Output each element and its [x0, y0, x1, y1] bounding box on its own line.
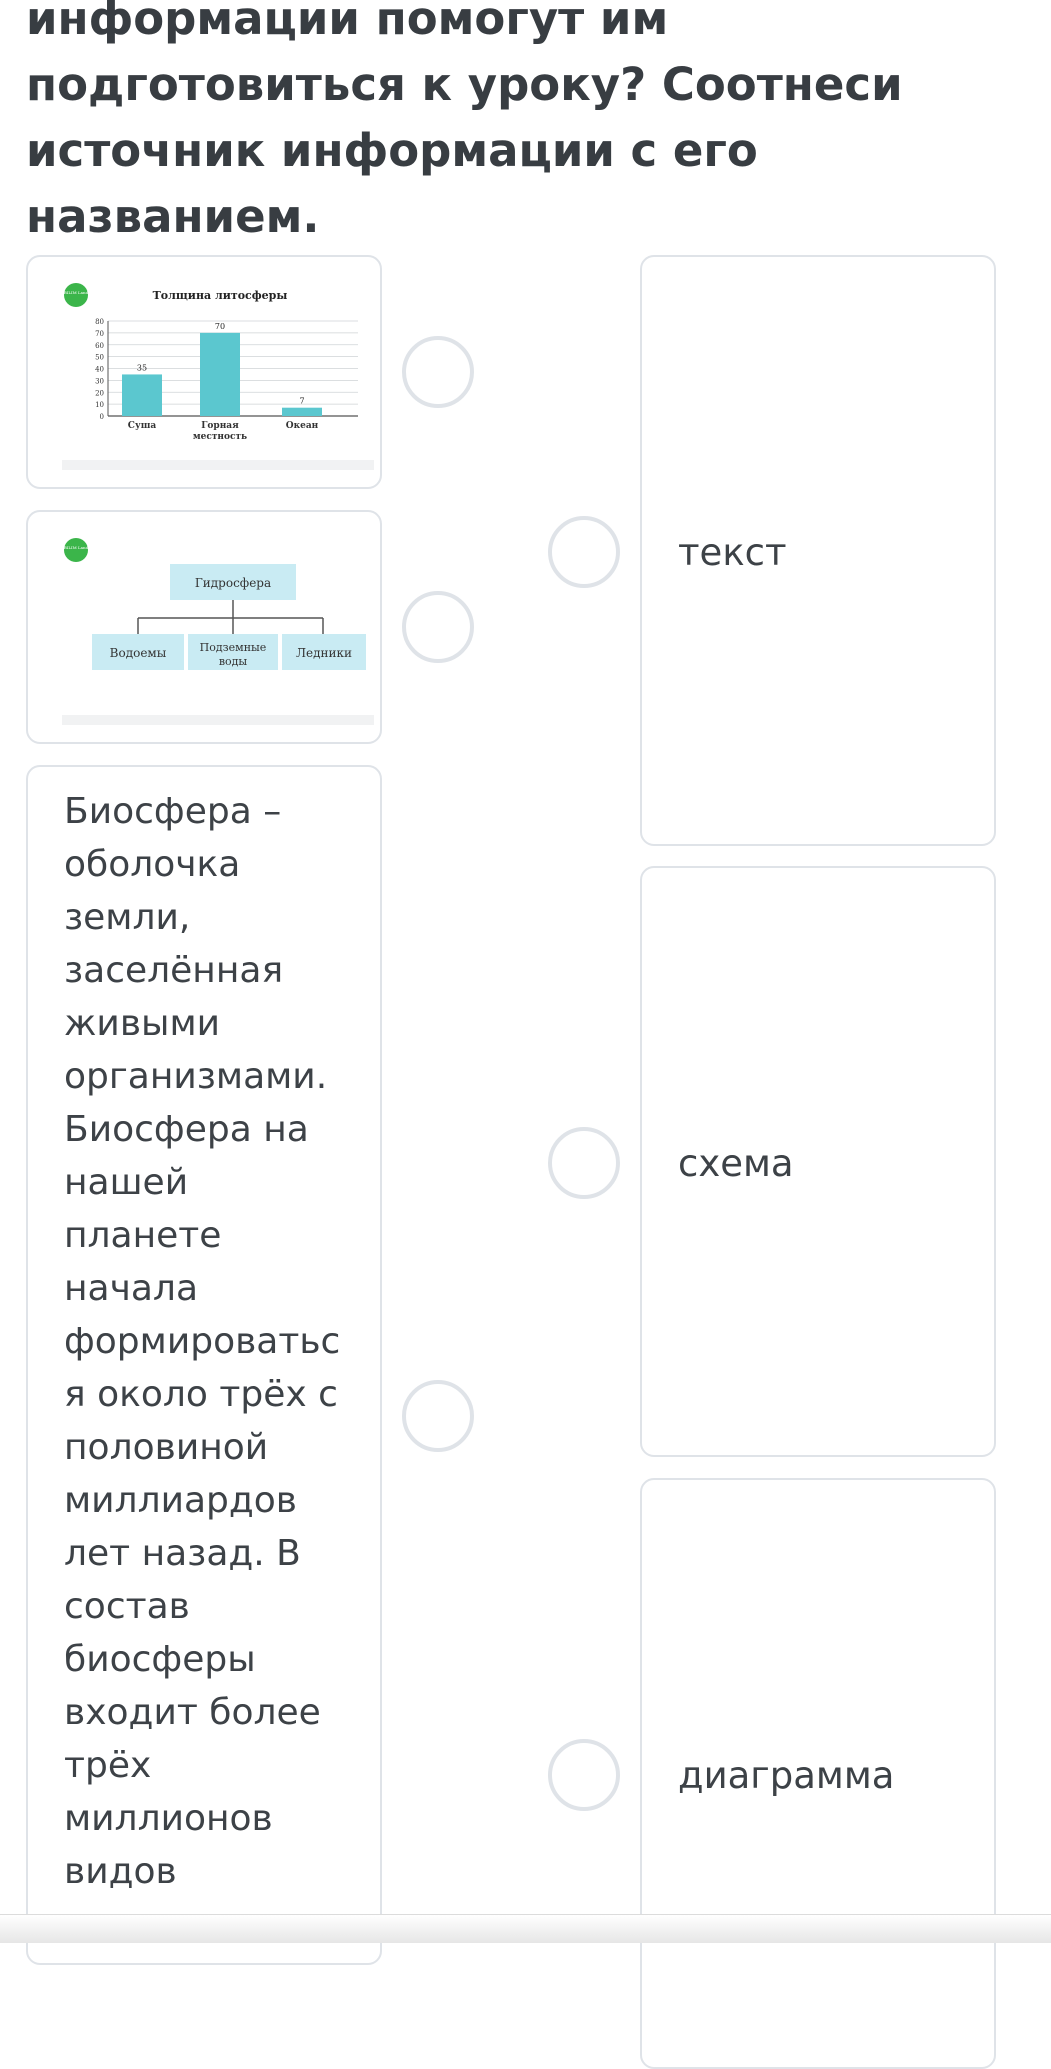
source-text-line: трёх — [64, 1745, 152, 1786]
source-text-line: Биосфера на — [64, 1109, 309, 1150]
question-line: источник информации с его — [26, 124, 758, 177]
chart-y-tick-label: 80 — [95, 318, 104, 326]
chart-x-tick-label: Горная — [201, 421, 239, 431]
chart-title: Толщина литосферы — [152, 289, 288, 302]
chart-bar — [200, 333, 240, 416]
match-radio-source-1[interactable] — [402, 336, 474, 408]
chart-y-tick-label: 40 — [95, 365, 104, 374]
scheme-child-label: Ледники — [296, 646, 352, 660]
logo-text: BILIM Land — [63, 290, 89, 295]
match-radio-answer-1[interactable] — [548, 516, 620, 588]
chart-bar — [122, 374, 162, 416]
source-text-line: биосферы — [64, 1639, 256, 1680]
chart-y-tick-label: 60 — [95, 341, 104, 350]
chart-bars — [122, 322, 322, 416]
source-text-line: земли, — [64, 897, 191, 938]
scheme-root-label: Гидросфера — [194, 576, 272, 590]
chart-x-tick-label: местность — [192, 432, 248, 442]
chart-bar — [282, 408, 322, 416]
source-text-line: миллиардов — [64, 1480, 298, 1521]
question-line: информации помогут им — [26, 0, 669, 45]
match-radio-source-2[interactable] — [402, 591, 474, 663]
image-bottom-strip — [62, 460, 374, 470]
source-text-line: живыми — [64, 1003, 221, 1044]
source-text-line: состав — [64, 1586, 190, 1627]
source-text-line: лет назад. В — [64, 1533, 301, 1574]
answer-card-diagram[interactable] — [640, 1478, 996, 2069]
source-text-line: организмами. — [64, 1056, 328, 1097]
question-line: подготовиться к уроку? Соотнеси — [26, 58, 903, 111]
match-radio-answer-2[interactable] — [548, 1127, 620, 1199]
source-text-line: формироватьс — [64, 1321, 341, 1362]
chart-y-tick-label: 30 — [95, 377, 104, 386]
source-text-line: Биосфера – — [64, 791, 282, 832]
chart-y-tick-label: 50 — [95, 353, 104, 362]
chart-y-tick-label: 10 — [95, 401, 104, 410]
source-text-line: планете — [64, 1215, 222, 1256]
source-text — [64, 785, 364, 1898]
answer-label: текст — [678, 531, 787, 574]
chart-data-label: 35 — [136, 363, 148, 373]
source-card-scheme[interactable] — [26, 510, 382, 744]
image-bottom-strip — [62, 715, 374, 725]
chart-data-label: 7 — [299, 396, 305, 406]
question-text — [26, 0, 1026, 250]
answer-card-text[interactable] — [640, 255, 996, 846]
scheme-child-label: воды — [218, 655, 248, 668]
scheme-child-label: Водоемы — [109, 646, 167, 660]
source-text-line: заселённая — [64, 950, 284, 991]
scheme-image — [62, 526, 374, 722]
chart-x-tick-label: Океан — [285, 421, 319, 431]
source-text-line: я около трёх с — [64, 1374, 338, 1415]
source-text-line: нашей — [64, 1162, 189, 1203]
answer-card-scheme[interactable] — [640, 866, 996, 1457]
source-text-line: миллионов — [64, 1798, 273, 1839]
answer-label: схема — [678, 1142, 794, 1185]
bilimland-logo-icon — [64, 538, 88, 562]
answer-label: диаграмма — [678, 1754, 895, 1797]
chart-y-tick-label: 0 — [99, 413, 104, 421]
source-text-line: начала — [64, 1268, 198, 1309]
chart-image — [62, 271, 374, 467]
source-text-line: видов — [64, 1851, 177, 1892]
source-text-line: половиной — [64, 1427, 269, 1468]
source-card-text[interactable] — [26, 765, 382, 1965]
chart-y-ticks — [95, 318, 104, 421]
scheme-child-label: Подземные — [199, 641, 267, 654]
source-text-line: входит более — [64, 1692, 321, 1733]
chart-y-tick-label: 70 — [95, 329, 104, 338]
match-radio-answer-3[interactable] — [548, 1739, 620, 1811]
chart-x-labels — [128, 421, 319, 442]
bottom-bar-shadow — [0, 1914, 1051, 1943]
source-card-chart[interactable] — [26, 255, 382, 489]
match-radio-source-3[interactable] — [402, 1380, 474, 1452]
chart-data-label: 70 — [214, 321, 226, 331]
logo-text: BILIM Land — [63, 545, 89, 550]
chart-y-tick-label: 20 — [95, 389, 104, 398]
chart-x-tick-label: Суша — [127, 421, 157, 431]
question-line: названием. — [26, 190, 320, 243]
source-text-line: оболочка — [64, 844, 241, 885]
bilimland-logo-icon — [64, 283, 88, 307]
